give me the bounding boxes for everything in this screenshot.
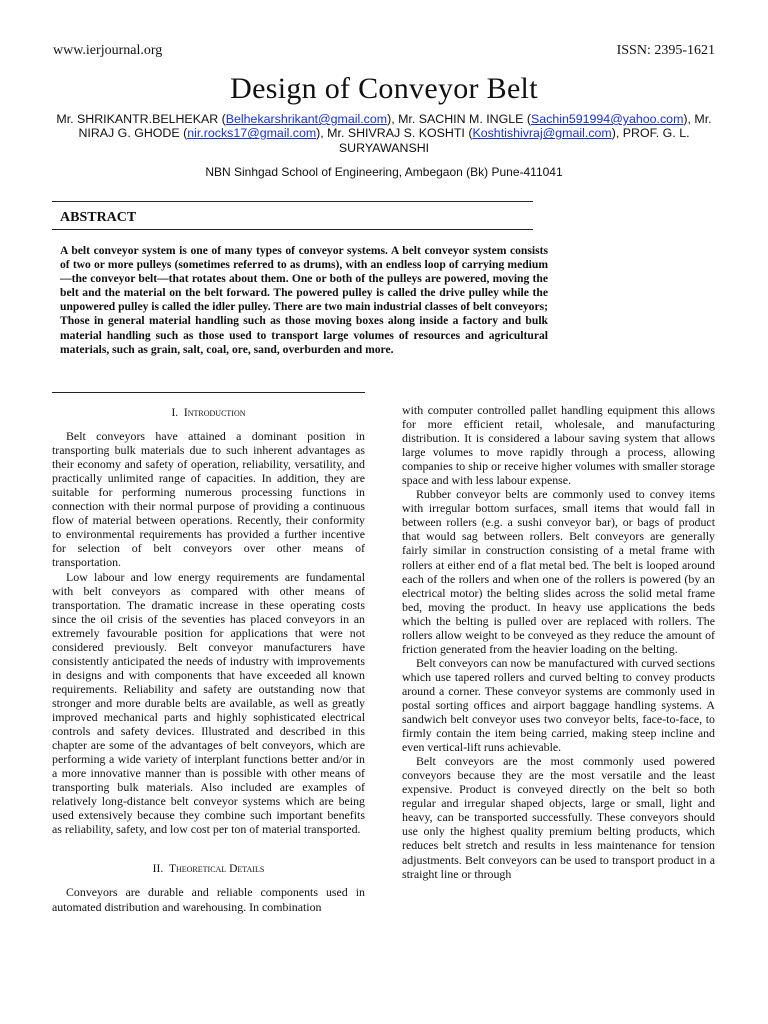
author-email-link[interactable]: Belhekarshrikant@gmail.com (225, 112, 388, 126)
author-email-link[interactable]: Koshtishivraj@gmail.com (472, 126, 612, 141)
column-rule (52, 392, 365, 393)
right-column (402, 403, 715, 881)
abstract-text: A belt conveyor system is one of many types of conveyor systems. A belt conveyor system consists of two or more pulleys (sometimes referred to as drums), with an endless loop of carrying medium—the conveyor belt—that rotates about them. One or both of the pulleys are powered, moving the belt and the material on the belt forward. The powered pulley is called the drive pulley while the unpowered pulley is called the idler pulley. There are two main industrial classes of belt conveyors; Those in general material handling such as those moving boxes along inside a factory and bulk material handling such as those used to transport large volumes of resources and agricultural materials, such as grain, salt, coal, ore, sand, overburden and more. (60, 244, 548, 356)
abstract-top-rule (52, 201, 533, 202)
paragraph: with computer controlled pallet handling equipment this allows for more efficient retail, wholesale, and manufacturing distribution. It is considered a labour saving system that allows large volumes to move rapidly through a process, allowing companies to ship or receive higher volumes with smaller storage space and with less labour expense. (402, 403, 715, 488)
author-text: ), PROF. G. L. SURYAWANSHI (338, 126, 690, 155)
paragraph: Rubber conveyor belts are commonly used to convey items with irregular bottom surfaces, small items that would fall in between rollers (e.g. a sushi conveyor bar), or bags of product that would sag between rollers. Belt conveyors are generally fairly similar in construction consisting of a metal frame with rollers at either end of a flat metal bed. The belt is looped around each of the rollers and when one of the rollers is powered (by an electrical motor) the belting slides across the solid metal frame bed, moving the product. In heavy use applications the beds which the belting is pulled over are replaced with rollers. The rollers allow weight to be conveyed as they reduce the amount of friction generated from the heavier loading on the belting. (402, 487, 715, 656)
author-text: ), Mr. SACHIN M. INGLE ( (387, 112, 531, 126)
author-list (50, 112, 718, 155)
section-title: Introduction (183, 407, 246, 419)
affiliation: NBN Sinhgad School of Engineering, Ambegaon (Bk) Pune-411041 (205, 165, 563, 179)
section-heading-introduction (52, 406, 365, 420)
section-title: Theoretical Details (168, 863, 265, 876)
abstract-bottom-rule (52, 229, 533, 230)
paragraph: Belt conveyors can now be manufactured with curved sections which use tapered rollers and curved belting to convey products around a corner. These conveyor systems are commonly used in postal sorting offices and airport baggage handling systems. A sandwich belt conveyor uses two conveyor belts, face-to-face, to firmly contain the item being carried, making steep incline and even vertical-lift runs achievable. (402, 655, 715, 755)
author-text: Mr. SHRIKANTR.BELHEKAR ( (56, 112, 226, 126)
section-number: I. (171, 407, 179, 419)
paragraph: Conveyors are durable and reliable components used in automated distribution and warehousing. In combination (52, 885, 365, 914)
issn-number: ISSN: 2395-1621 (616, 43, 715, 58)
left-column (52, 392, 365, 914)
paragraph: Low labour and low energy requirements are fundamental with belt conveyors as compared with other means of transportation. The dramatic increase in these operating costs since the oil crisis of the seventies has placed conveyors in an extremely favourable position for applications that were not considered previously. Belt conveyor manufacturers have consistently anticipated the needs of industry with improvements in designs and with components that have exceeded all known requirements. Reliability and safety are outstanding now that stronger and more durable belts are available, as well as greatly improved mechanical parts and highly sophisticated electrical controls and safety devices. Illustrated and described in this chapter are some of the advantages of belt conveyors, which are performing a wide variety of interplant functions better and/or in a more innovative manner than is possible with other means of transporting bulk materials. Also included are examples of relatively long-distance belt conveyor systems which are being used extensively because they combine such important benefits as reliability, safety, and low cost per ton of material transported. (52, 569, 365, 837)
author-text: ), Mr. SHIVRAJ S. KOSHTI ( (316, 126, 473, 141)
paragraph: Belt conveyors have attained a dominant position in transporting bulk materials due to such inherent advantages as their economy and safety of operation, reliability, versatility, and practically unlimited range of capacities. In addition, they are suitable for performing numerous processing functions in connection with their normal purpose of providing a continuous flow of material between operations. Recently, their conformity to environmental requirements has provided a further incentive for selection of belt conveyors over other means of transportation. (52, 429, 365, 570)
abstract-heading: ABSTRACT (60, 210, 137, 225)
section-heading-theoretical-details (52, 862, 365, 876)
author-text: ), Mr. NIRAJ G. GHODE ( (78, 112, 712, 141)
section-number: II. (152, 863, 164, 876)
paper-title: Design of Conveyor Belt (230, 72, 538, 105)
journal-url: www.ierjournal.org (53, 43, 163, 58)
paragraph: Belt conveyors are the most commonly used powered conveyors because they are the most versatile and the least expensive. Product is conveyed directly on the belt so both regular and irregular shaped objects, large or small, light and heavy, can be transported successfully. These conveyors should use only the highest quality premium belting products, which reduces belt stretch and results in less maintenance for tension adjustments. Belt conveyors can be used to transport product in a straight line or through (402, 754, 715, 881)
author-email-link[interactable]: Sachin591994@yahoo.com (530, 112, 684, 126)
author-email-link[interactable]: nir.rocks17@gmail.com (187, 126, 317, 141)
